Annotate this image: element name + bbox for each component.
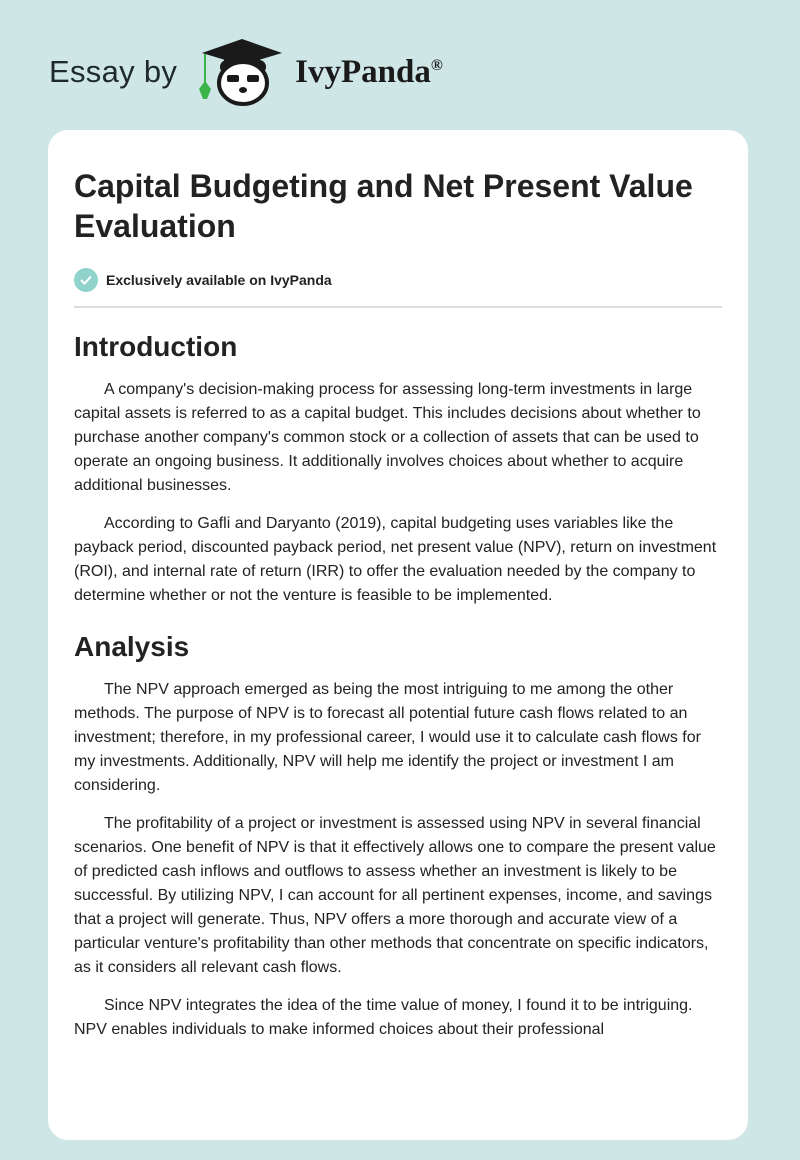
exclusive-badge xyxy=(74,268,722,292)
section-heading-introduction: Introduction xyxy=(74,331,238,362)
paragraph: The profitability of a project or investment is assessed using NPV in several financial scenarios. One benefit of NPV is that it effectively allows one to compare the present value of predicted cash inflows and outflows to assess whether an investment is likely to be successful. By utilizing NPV, I can account for all pertinent expenses, income, and savings that a project will generate. Thus, NPV offers a more thorough and accurate view of a particular venture's profitability than other methods that concentrate on specific indicators, as it considers all relevant cash flows. xyxy=(74,815,716,976)
ivypanda-logo[interactable] xyxy=(197,37,443,107)
paragraph: The NPV approach emerged as being the most intriguing to me among the other methods. The purpose of NPV is to forecast all potential future cash flows related to an investment; therefore, in my professional career, I would use it to calculate cash flows for my investments. Additionally, NPV will help me identify the project or investment I am considering. xyxy=(74,681,701,794)
exclusive-text: Exclusively available on IvyPanda xyxy=(106,272,332,288)
paragraph: Since NPV integrates the idea of the time value of money, I found it to be intriguing. NPV enables individuals to make informed choices about their professional xyxy=(74,997,693,1038)
site-header xyxy=(49,34,443,110)
essay-by-label: Essay by xyxy=(49,54,178,89)
section-heading-analysis: Analysis xyxy=(74,631,190,662)
paragraph: According to Gafli and Daryanto (2019), capital budgeting uses variables like the payback period, discounted payback period, net present value (NPV), return on investment (ROI), and internal rate of return (IRR) to offer the evaluation needed by the company to determine whether or not the venture is feasible to be implemented. xyxy=(74,515,717,604)
divider xyxy=(74,306,722,308)
brand-name: IvyPanda® xyxy=(295,53,443,90)
panda-logo-icon xyxy=(197,37,287,107)
page-title: Capital Budgeting and Net Present Value Evaluation xyxy=(74,168,693,244)
essay-card xyxy=(48,130,748,1140)
check-icon xyxy=(74,268,98,292)
paragraph: A company's decision-making process for assessing long-term investments in large capital assets is referred to as a capital budget. This includes decisions about whether to purchase another company's common stock or a collection of assets that can be used to operate an ongoing business. It additionally involves choices about whether to acquire additional businesses. xyxy=(74,381,701,494)
